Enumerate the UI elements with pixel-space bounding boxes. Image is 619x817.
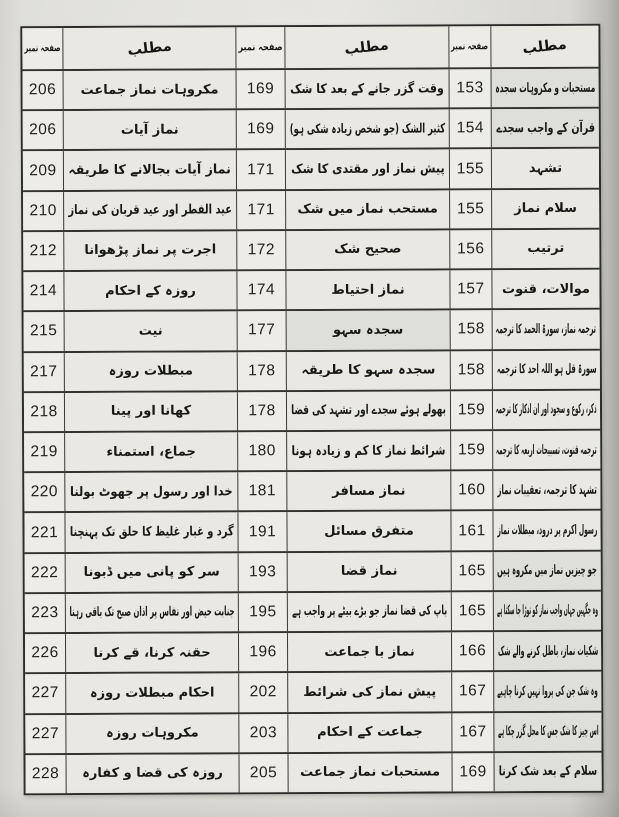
topic-title: وہ جگہیں جہاں واجب نماز کو توڑا جا سکتا ہے [496, 603, 598, 619]
page-number-cell [451, 672, 493, 710]
page-number: 203 [249, 723, 278, 741]
page-number-cell [450, 391, 492, 429]
page-number-cell [24, 433, 64, 471]
column-header-topic [62, 27, 235, 69]
page-number: 191 [248, 522, 277, 540]
topic-title: باپ کی قضا نماز جو بڑے بیٹے پر واجب ہے [291, 603, 447, 620]
topic-cell [63, 231, 236, 270]
topic-cell [491, 149, 599, 188]
topic-title: وقت گزر جانے کے بعد کا شک [290, 81, 444, 97]
topic-title: سجدہ سہو کا طریقہ [301, 362, 436, 379]
topic-title: روزہ کے احکام [105, 283, 196, 299]
topic-title: اس چیز کا شک جس کا محل گزر چکا ہے [497, 723, 599, 740]
topic-title: روزہ کی قضا و کفارہ [82, 765, 223, 782]
page-number: 172 [247, 241, 276, 259]
topic-title: متفرق مسائل [324, 523, 414, 539]
topic-title: مستحبات و مکروہات سجدہ [495, 80, 596, 96]
topic-cell [65, 553, 238, 592]
page-number: 156 [457, 240, 485, 258]
topic-title: عید الفطر اور عید قربان کی نماز [68, 202, 232, 219]
topic-cell [493, 672, 601, 711]
page-number-cell [25, 554, 65, 592]
topic-title: ترجمہ نماز، سورۃ الحمد کا ترجمہ [495, 321, 597, 338]
page-number-cell [237, 432, 286, 470]
page-number: 212 [29, 242, 58, 260]
page-number-cell [451, 713, 493, 751]
page-number-cell [237, 311, 286, 349]
topic-cell [287, 552, 451, 591]
page-number: 196 [249, 643, 277, 661]
topic-title: سجدہ سہو [332, 322, 404, 338]
page-number-cell [238, 593, 287, 631]
page-number-cell [238, 553, 287, 591]
page-number-cell [450, 471, 492, 509]
page-number-cell [24, 513, 64, 551]
topic-cell [65, 633, 238, 672]
page-number-cell [237, 513, 286, 551]
topic-cell [63, 191, 236, 230]
topic-title: ترتیب [527, 241, 565, 257]
page-number-cell [451, 632, 493, 670]
topic-cell [286, 472, 450, 511]
topic-title: جماعت کے احکام [317, 724, 423, 741]
page-number-cell [239, 754, 288, 792]
page-number-cell [236, 271, 285, 309]
topic-cell [491, 69, 599, 108]
topic-cell [286, 311, 450, 350]
topic-cell [63, 271, 236, 310]
page-number-cell [236, 191, 285, 229]
page-number: 226 [31, 644, 59, 662]
page-number-cell [23, 232, 63, 270]
topic-cell [285, 230, 449, 269]
page-number-cell [24, 393, 64, 431]
topic-title: نماز مسافر [332, 483, 406, 499]
topic-title: جو چیزیں نماز میں مکروہ ہیں [497, 562, 598, 579]
topic-title: وہ شک جن کی پروا نہیں کرنا چاہیے [497, 683, 599, 700]
index-row [23, 107, 599, 150]
page-number-cell [25, 715, 65, 753]
page-number-cell [450, 351, 492, 389]
page-number: 227 [31, 684, 59, 702]
topic-cell [285, 190, 449, 229]
page-number-cell [236, 70, 285, 108]
page-number: 174 [247, 281, 276, 299]
topic-cell [491, 109, 599, 148]
page-number: 169 [246, 80, 275, 98]
page-number: 167 [459, 682, 487, 700]
topic-title: خدا اور رسول پر جھوٹ بولنا [70, 484, 233, 500]
topic-title: سورۃ قل ہو اللہ احد کا ترجمہ [496, 361, 597, 378]
topic-title: شکیات نماز، باطل کرنے والے شک [497, 643, 598, 659]
topic-cell [65, 674, 238, 713]
page-number: 228 [31, 764, 60, 783]
topic-cell [286, 351, 450, 390]
page-number-cell [451, 552, 493, 590]
page-number-cell [449, 270, 491, 308]
page-number: 155 [456, 200, 485, 218]
topic-cell [492, 350, 600, 389]
page-number: 166 [458, 642, 487, 660]
topic-cell [491, 230, 599, 269]
topic-title: نماز قضا [340, 563, 398, 580]
page-number: 206 [29, 121, 57, 139]
page-number-cell [23, 152, 63, 190]
page-number: 178 [248, 361, 276, 379]
page-number-cell [25, 674, 65, 712]
page-number-cell [449, 150, 491, 188]
page-number: 171 [247, 200, 275, 219]
page-number-cell [236, 151, 285, 189]
page-number: 157 [457, 280, 485, 298]
topic-title: سر کو پانی میں ڈبونا [83, 564, 220, 581]
topic-title: کثیر الشک (جو شخص زیادہ شکی ہو) [289, 121, 445, 137]
page-number: 165 [458, 602, 487, 620]
topic-title: صحیح شک [334, 242, 402, 258]
page-number-cell [23, 272, 63, 310]
topic-title: کھانا اور پینا [110, 403, 192, 420]
page-number: 214 [29, 282, 58, 300]
page-number: 167 [459, 722, 487, 740]
column-header-topic [490, 26, 598, 67]
topic-cell [65, 593, 238, 632]
page-number-cell [25, 594, 65, 632]
topic-title: نماز آیات بجالانے کا طریقہ [68, 162, 232, 179]
topic-cell [492, 431, 600, 470]
page-number: 210 [29, 201, 57, 219]
page-number: 227 [31, 724, 60, 742]
topic-cell [285, 150, 449, 189]
topic-title: مکروہات روزہ [106, 725, 199, 742]
topic-title: رسول اکرم پر درود، مبطلات نماز [496, 522, 598, 539]
page-number: 159 [457, 401, 486, 419]
page-number: 160 [458, 481, 486, 499]
topic-cell [288, 753, 452, 792]
topic-title: حقنہ کرنا، قے کرنا [93, 645, 211, 661]
topic-title: نماز با جماعت [324, 644, 415, 660]
index-row [23, 187, 599, 230]
page-number: 209 [29, 161, 57, 179]
index-row [24, 469, 600, 512]
topic-title: نیت [138, 323, 163, 339]
topic-title: مبطلات روزہ [108, 363, 193, 380]
topic-title: جماع، استمناء [106, 444, 196, 460]
topic-cell [492, 471, 600, 510]
index-row [24, 388, 600, 431]
page-number: 177 [247, 321, 276, 339]
page-number-cell [23, 71, 63, 109]
page-number: 205 [249, 763, 278, 782]
topic-title: گرد و غبار غلیظ کا حلق تک پہنچنا [69, 524, 234, 541]
page-number-cell [24, 473, 64, 511]
page-number: 158 [457, 360, 486, 379]
page-number: 181 [248, 482, 277, 500]
topic-cell [286, 391, 450, 430]
topic-cell [287, 592, 451, 631]
page-number: 215 [29, 322, 58, 340]
topic-header-label: مطلب [521, 36, 568, 57]
topic-title: قرآن کے واجب سجدے [495, 120, 595, 137]
page-number-cell [449, 230, 491, 268]
topic-cell [494, 752, 602, 791]
topic-cell [491, 270, 599, 309]
topic-cell [64, 513, 237, 552]
page-number-header-label: صفحہ نمبر [451, 41, 489, 53]
topic-cell [286, 512, 450, 551]
page-number: 154 [456, 119, 484, 137]
index-row [25, 549, 601, 592]
topic-cell [64, 312, 237, 351]
index-row [24, 509, 600, 552]
page-number-cell [450, 512, 492, 550]
index-row [24, 348, 600, 391]
index-row [25, 630, 601, 673]
page-number-cell [238, 673, 287, 711]
page-number: 178 [248, 402, 276, 420]
index-row [25, 750, 601, 793]
header-row [22, 26, 598, 70]
page-number-header-label: صفحہ نمبر [238, 42, 283, 54]
topic-cell [493, 592, 601, 631]
page-number: 220 [30, 483, 59, 501]
topic-cell [493, 712, 601, 751]
page-number: 206 [28, 81, 57, 99]
page-number: 171 [247, 160, 275, 178]
topic-cell [492, 511, 600, 550]
topic-cell [64, 392, 237, 431]
topic-cell [63, 70, 236, 109]
page-number: 159 [457, 441, 486, 459]
page-number: 217 [30, 362, 58, 380]
topic-cell [66, 754, 239, 793]
page-number: 155 [456, 159, 485, 177]
contents-index-table [20, 24, 603, 796]
page-number: 153 [456, 79, 484, 97]
topic-title: مستحبات نماز جماعت [300, 764, 441, 781]
topic-title: پیش نماز کی شرائط [303, 684, 437, 700]
page-number-cell [449, 190, 491, 228]
topic-cell [493, 632, 601, 671]
page-number: 169 [459, 763, 487, 781]
topic-title: جنابت حیض اور نفاس پر اذان صبح تک باقی رہنا [69, 604, 235, 621]
page-number: 180 [248, 442, 276, 460]
page-number: 161 [458, 521, 486, 539]
topic-cell [287, 713, 451, 752]
topic-cell [285, 270, 449, 309]
page-number-cell [449, 109, 491, 147]
topic-title: موالات، قنوت [501, 281, 590, 297]
index-row [23, 228, 599, 271]
column-header-topic [284, 26, 448, 68]
page-number-cell [26, 755, 66, 793]
topic-cell [63, 111, 236, 150]
page-number-cell [23, 192, 63, 230]
page-number: 221 [30, 523, 59, 541]
topic-title: نماز احتیاط [331, 282, 405, 298]
topic-cell [285, 110, 449, 149]
topic-title: اجرت پر نماز پڑھوانا [84, 242, 217, 259]
topic-title: ذکر، رکوع و سجود اور ان اذکار کا ترجمہ [496, 402, 597, 418]
index-row [23, 67, 599, 110]
topic-header-label: مطلب [343, 36, 390, 58]
topic-cell [286, 431, 450, 470]
topic-cell [287, 673, 451, 712]
topic-cell [64, 473, 237, 512]
index-row [23, 147, 599, 190]
page-number-cell [238, 633, 287, 671]
page-number: 219 [30, 443, 58, 461]
page-number: 218 [30, 402, 58, 421]
topic-title: سلام کے بعد شک کرنا [498, 764, 598, 780]
topic-header-label: مطلب [126, 37, 173, 59]
topic-cell [285, 69, 449, 108]
topic-cell [65, 714, 238, 753]
page-number-cell [24, 353, 64, 391]
topic-cell [492, 390, 600, 429]
topic-cell [491, 189, 599, 228]
page-number-cell [237, 472, 286, 510]
page-number: 222 [30, 563, 59, 581]
index-row [25, 670, 601, 713]
page-number-cell [238, 714, 287, 752]
column-header-page-number [235, 27, 284, 68]
topic-cell [63, 151, 236, 190]
page-number: 158 [457, 320, 485, 338]
topic-title: پیش نماز اور مقتدی کا شک [290, 161, 445, 178]
index-row [25, 710, 601, 753]
topic-cell [64, 352, 237, 391]
topic-title: نماز آیات [120, 122, 179, 138]
topic-title: شرائط نماز کا کم و زیادہ ہونا [291, 442, 446, 459]
topic-cell [64, 432, 237, 471]
page-number-cell [450, 431, 492, 469]
page-number: 169 [247, 120, 275, 138]
page-number-cell [23, 111, 63, 149]
index-row [23, 268, 599, 311]
topic-title: تشہد [528, 160, 563, 177]
topic-title: مستحب نماز میں شک [297, 201, 438, 218]
index-row [25, 590, 601, 633]
page-number-cell [450, 311, 492, 349]
topic-title: بھولے ہوئے سجدے اور تشہد کی قضا [291, 402, 446, 419]
topic-cell [493, 551, 601, 590]
index-row [24, 308, 600, 351]
page-number-cell [24, 312, 64, 350]
page-number: 165 [458, 561, 486, 580]
column-header-page-number [22, 28, 62, 69]
topic-title: ترجمہ قنوت، تسبیحات اربعہ کا ترجمہ [496, 442, 598, 458]
topic-title: مکروہات نماز جماعت [80, 82, 219, 98]
page-number-cell [236, 231, 285, 269]
topic-title: احکام مبطلات روزہ [89, 685, 215, 701]
page-number-cell [237, 392, 286, 430]
page-number-cell [237, 352, 286, 390]
topic-title: تشہد کا ترجمہ، تعقیبات نماز [497, 482, 597, 498]
page-number: 193 [248, 562, 277, 581]
topic-title: سلام نماز [514, 201, 577, 217]
topic-cell [287, 632, 451, 671]
page-number-header-label: صفحہ نمبر [24, 43, 61, 55]
page-number-cell [451, 592, 493, 630]
page-number: 202 [249, 683, 277, 701]
page-number-cell [452, 753, 494, 791]
index-row [24, 429, 600, 472]
topic-cell [492, 310, 600, 349]
page-number-cell [236, 110, 285, 148]
page-number: 195 [249, 603, 277, 621]
page-number-cell [449, 69, 491, 107]
page-number: 223 [31, 604, 59, 622]
column-header-page-number [448, 26, 490, 67]
page-number-cell [25, 634, 65, 672]
